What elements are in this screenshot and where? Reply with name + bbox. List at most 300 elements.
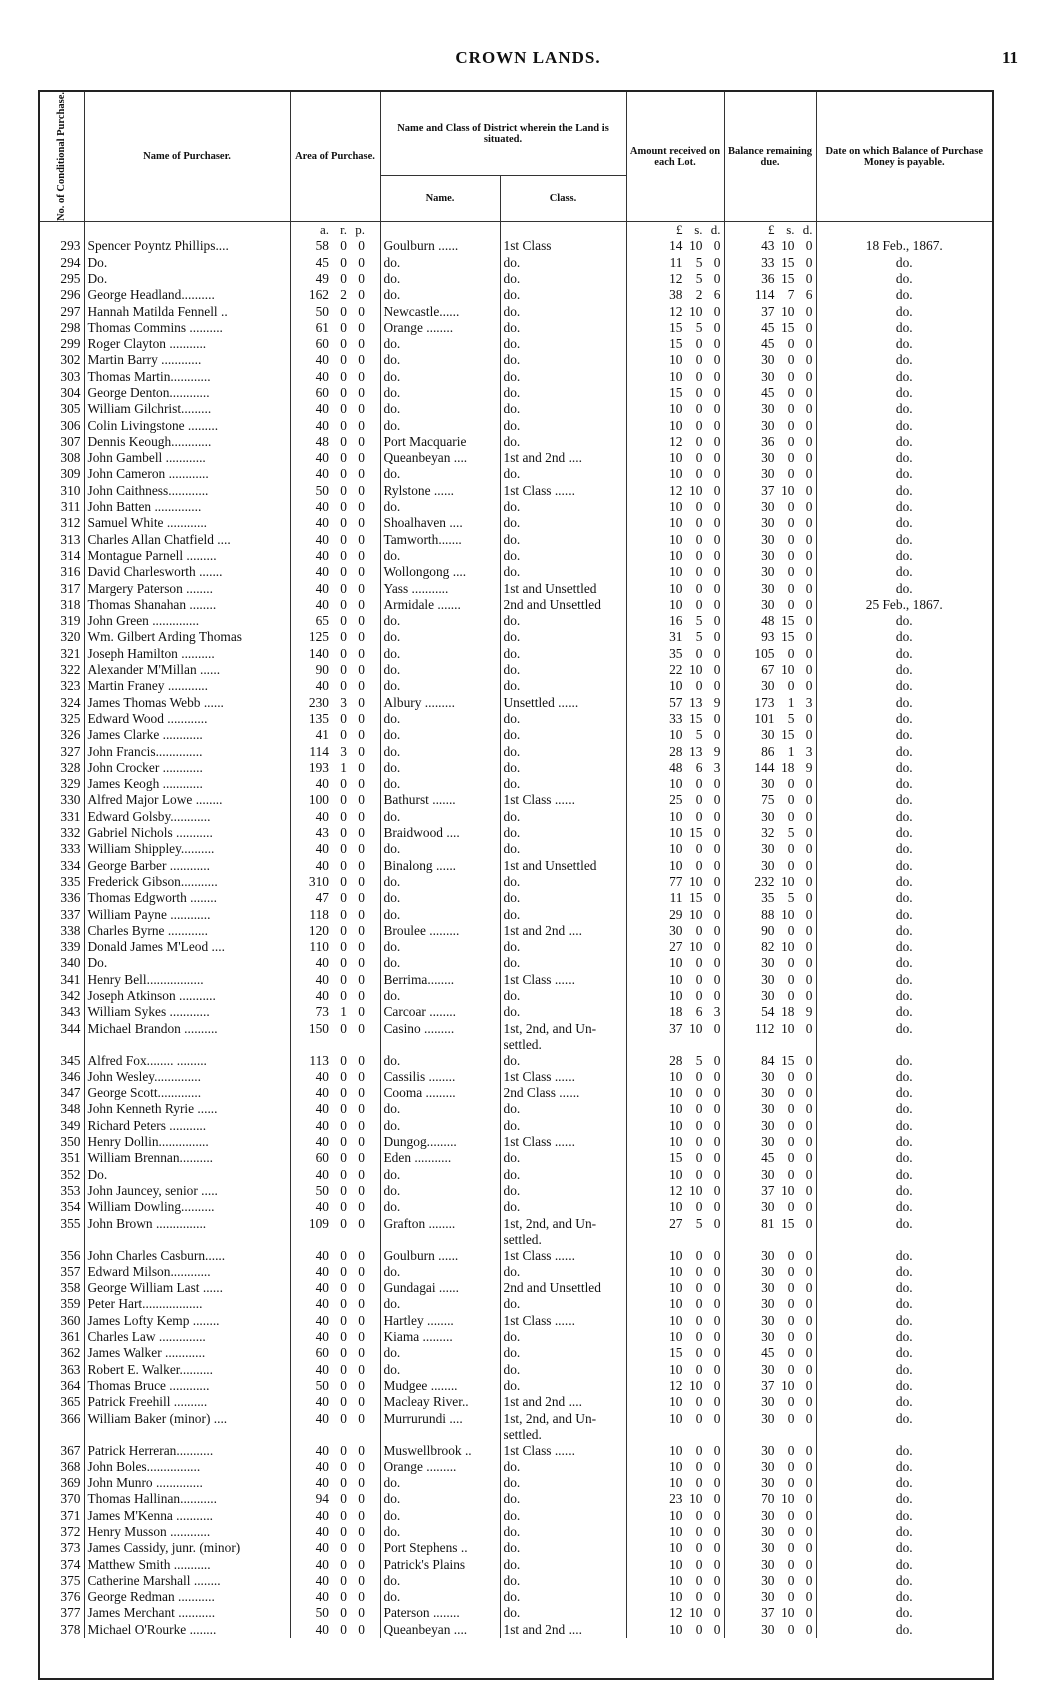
purchase-number: 347 [40,1085,84,1101]
district-class: do. [500,711,626,727]
amount-received: 10 0 0 [626,1475,724,1491]
district-class: 1st, 2nd, and Un-settled. [500,1216,626,1248]
district-class: do. [500,1053,626,1069]
date-payable: do. [895,1150,913,1166]
district-name: do. [380,369,500,385]
area-of-purchase: 73 1 0 [290,1004,380,1020]
purchase-number: 320 [40,629,84,645]
balance-due: 45 0 0 [724,336,816,352]
balance-due: 30 0 0 [724,401,816,417]
area-of-purchase: 40 0 0 [290,532,380,548]
balance-due: 33 15 0 [724,255,816,271]
date-payable: do. [895,694,913,710]
district-class: do. [500,939,626,955]
area-of-purchase: 40 0 0 [290,401,380,417]
amount-received: 10 0 0 [626,1524,724,1540]
purchase-number: 329 [40,776,84,792]
date-payable: do. [895,433,913,449]
district-class: do. [500,629,626,645]
district-name: do. [380,646,500,662]
balance-due: 30 0 0 [724,1085,816,1101]
district-name: do. [380,1101,500,1117]
balance-due: 30 0 0 [724,515,816,531]
district-class: do. [500,1296,626,1312]
table-row [40,450,992,466]
area-of-purchase: 47 0 0 [290,890,380,906]
amount-received: 12 10 0 [626,1605,724,1621]
amount-received: 12 10 0 [626,304,724,320]
amount-received: 10 0 0 [626,1167,724,1183]
purchaser-name: John Cameron ............ [84,466,290,482]
balance-due: 37 10 0 [724,1378,816,1394]
balance-due: 30 0 0 [724,1101,816,1117]
table-row [40,1085,992,1101]
amount-received: 10 0 0 [626,841,724,857]
purchaser-name: William Shippley.......... [84,841,290,857]
purchaser-name: Charles Law .............. [84,1329,290,1345]
district-class: 1st and 2nd .... [500,1394,626,1410]
table-row [40,1508,992,1524]
area-of-purchase: 60 0 0 [290,1150,380,1166]
purchaser-name: John Brown ............... [84,1216,290,1248]
district-name: do. [380,776,500,792]
purchase-number: 334 [40,858,84,874]
district-class: do. [500,466,626,482]
district-name: do. [380,1118,500,1134]
area-of-purchase: 45 0 0 [290,255,380,271]
district-class: do. [500,434,626,450]
table-row [40,744,992,760]
purchaser-name: Catherine Marshall ........ [84,1573,290,1589]
balance-due: 37 10 0 [724,483,816,499]
area-of-purchase: 40 0 0 [290,1069,380,1085]
table-row [40,1540,992,1556]
balance-due: 30 0 0 [724,1443,816,1459]
area-of-purchase: 60 0 0 [290,385,380,401]
area-of-purchase: 40 0 0 [290,466,380,482]
balance-due: 173 1 3 [724,695,816,711]
date-payable: do. [895,1442,913,1458]
table-row [40,1459,992,1475]
amount-received: 10 0 0 [626,955,724,971]
table-row [40,923,992,939]
district-class: do. [500,809,626,825]
date-payable: do. [895,368,913,384]
table-row [40,1101,992,1117]
balance-due: 112 10 0 [724,1021,816,1053]
purchaser-name: James Merchant ........... [84,1605,290,1621]
area-of-purchase: 40 0 0 [290,1362,380,1378]
district-class: do. [500,613,626,629]
date-payable: do. [895,1589,913,1605]
balance-due: 45 0 0 [724,1345,816,1361]
area-of-purchase: 60 0 0 [290,1345,380,1361]
purchase-number: 332 [40,825,84,841]
amount-received: 12 10 0 [626,1183,724,1199]
area-of-purchase: 40 0 0 [290,1134,380,1150]
district-class: do. [500,548,626,564]
amount-received: 28 13 9 [626,744,724,760]
table-row [40,597,992,613]
district-class: do. [500,401,626,417]
date-payable: do. [895,1134,913,1150]
purchase-number: 317 [40,581,84,597]
amount-received: 48 6 3 [626,760,724,776]
district-name: Dungog......... [380,1134,500,1150]
table-row [40,1491,992,1507]
district-name: do. [380,1183,500,1199]
balance-due: 54 18 9 [724,1004,816,1020]
district-name: Kiama ......... [380,1329,500,1345]
district-name: do. [380,613,500,629]
district-class: do. [500,1150,626,1166]
balance-due: 30 0 0 [724,988,816,1004]
date-payable: do. [895,466,913,482]
district-class: do. [500,385,626,401]
purchase-number: 312 [40,515,84,531]
area-of-purchase: 50 0 0 [290,1378,380,1394]
amount-received: 10 0 0 [626,1280,724,1296]
amount-received: 10 0 0 [626,1573,724,1589]
table-row [40,255,992,271]
purchase-number: 366 [40,1411,84,1443]
amount-received: 10 0 0 [626,1443,724,1459]
date-payable: do. [895,939,913,955]
table-row [40,629,992,645]
amount-received: 10 0 0 [626,1134,724,1150]
area-of-purchase: 40 0 0 [290,1524,380,1540]
amount-received: 12 10 0 [626,1378,724,1394]
area-of-purchase: 40 0 0 [290,1443,380,1459]
date-payable: do. [895,1247,913,1263]
purchaser-name: Do. [84,955,290,971]
area-of-purchase: 61 0 0 [290,320,380,336]
district-name: Carcoar ........ [380,1004,500,1020]
district-name: do. [380,1199,500,1215]
purchase-number: 359 [40,1296,84,1312]
purchaser-name: Donald James M'Leod .... [84,939,290,955]
purchaser-name: William Sykes ............ [84,1004,290,1020]
area-of-purchase: 40 0 0 [290,841,380,857]
table-row [40,1199,992,1215]
table-row [40,1216,992,1248]
district-name: do. [380,874,500,890]
area-of-purchase: 40 0 0 [290,515,380,531]
balance-due: 45 15 0 [724,320,816,336]
purchaser-name: Richard Peters ........... [84,1118,290,1134]
date-payable: do. [895,1345,913,1361]
district-name: Grafton ........ [380,1216,500,1248]
table-row [40,287,992,303]
table-row [40,678,992,694]
purchase-number: 368 [40,1459,84,1475]
amount-received: 10 0 0 [626,564,724,580]
balance-due: 30 0 0 [724,1540,816,1556]
purchaser-name: James Thomas Webb ...... [84,695,290,711]
purchase-number: 338 [40,923,84,939]
table-row [40,1605,992,1621]
purchaser-name: James Walker ............ [84,1345,290,1361]
table-row [40,907,992,923]
purchaser-name: Alexander M'Millan ...... [84,662,290,678]
amount-received: 10 0 0 [626,1508,724,1524]
purchaser-name: John Gambell ............ [84,450,290,466]
area-of-purchase: 40 0 0 [290,1296,380,1312]
purchase-number: 360 [40,1313,84,1329]
purchaser-name: Henry Dollin............... [84,1134,290,1150]
amount-received: 10 0 0 [626,401,724,417]
purchaser-name: John Kenneth Ryrie ...... [84,1101,290,1117]
table-row [40,1329,992,1345]
amount-received: 15 5 0 [626,320,724,336]
balance-due: 48 15 0 [724,613,816,629]
area-of-purchase: 40 0 0 [290,809,380,825]
balance-due: 37 10 0 [724,1605,816,1621]
amount-received: 10 0 0 [626,1394,724,1410]
table-row [40,890,992,906]
purchaser-name: Peter Hart.................. [84,1296,290,1312]
amount-received: 10 0 0 [626,581,724,597]
table-row [40,499,992,515]
purchase-number: 311 [40,499,84,515]
district-class: do. [500,776,626,792]
date-payable: do. [895,678,913,694]
balance-due: 30 0 0 [724,1475,816,1491]
purchaser-name: Charles Allan Chatfield .... [84,532,290,548]
amount-received: 10 0 0 [626,1199,724,1215]
table-row [40,874,992,890]
amount-received: 11 5 0 [626,255,724,271]
purchase-number: 323 [40,678,84,694]
purchaser-name: John Batten .............. [84,499,290,515]
purchaser-name: George Headland.......... [84,287,290,303]
district-name: Rylstone ...... [380,483,500,499]
date-payable: do. [895,417,913,433]
district-class: do. [500,988,626,1004]
district-name: do. [380,744,500,760]
purchase-number: 327 [40,744,84,760]
date-payable: do. [895,254,913,270]
amount-received: 10 0 0 [626,858,724,874]
balance-due: 30 0 0 [724,548,816,564]
purchaser-name: John Wesley.............. [84,1069,290,1085]
amount-received: 10 0 0 [626,466,724,482]
purchase-number: 308 [40,450,84,466]
amount-received: 12 5 0 [626,271,724,287]
district-class: do. [500,1264,626,1280]
table-row [40,955,992,971]
date-payable: do. [895,710,913,726]
date-payable: do. [895,873,913,889]
amount-received: 25 0 0 [626,792,724,808]
table-row [40,841,992,857]
district-name: Orange ........ [380,320,500,336]
table-row [40,662,992,678]
date-payable: do. [895,1572,913,1588]
purchase-number: 349 [40,1118,84,1134]
purchase-number: 321 [40,646,84,662]
balance-due: 30 0 0 [724,1199,816,1215]
purchase-number: 364 [40,1378,84,1394]
balance-due: 30 0 0 [724,776,816,792]
amount-received: 10 0 0 [626,1411,724,1443]
district-class: 1st Class ...... [500,1313,626,1329]
table-row [40,988,992,1004]
purchase-number: 378 [40,1622,84,1638]
amount-received: 10 0 0 [626,532,724,548]
table-row [40,1362,992,1378]
purchase-number: 324 [40,695,84,711]
purchaser-name: George Barber ............ [84,858,290,874]
date-payable: do. [895,971,913,987]
district-name: do. [380,955,500,971]
purchase-number: 372 [40,1524,84,1540]
district-class: 1st Class ...... [500,483,626,499]
area-of-purchase: 40 0 0 [290,450,380,466]
area-of-purchase: 50 0 0 [290,304,380,320]
table-row [40,1394,992,1410]
amount-received: 18 6 3 [626,1004,724,1020]
date-payable: do. [895,1475,913,1491]
balance-due: 45 0 0 [724,385,816,401]
balance-due: 30 0 0 [724,1508,816,1524]
district-class: do. [500,744,626,760]
purchase-number: 374 [40,1557,84,1573]
district-name: Port Macquarie [380,434,500,450]
district-class: do. [500,369,626,385]
balance-due: 36 15 0 [724,271,816,287]
purchase-number: 339 [40,939,84,955]
date-payable: do. [895,1394,913,1410]
balance-due: 30 0 0 [724,1459,816,1475]
table-row [40,1524,992,1540]
amount-received: 10 0 0 [626,776,724,792]
district-name: Mudgee ........ [380,1378,500,1394]
purchaser-name: Michael Brandon .......... [84,1021,290,1053]
date-payable: do. [895,336,913,352]
amount-received: 14 10 0 [626,238,724,254]
table-row [40,613,992,629]
area-of-purchase: 193 1 0 [290,760,380,776]
purchaser-name: Thomas Martin............ [84,369,290,385]
amount-received: 15 0 0 [626,336,724,352]
area-of-purchase: 40 0 0 [290,499,380,515]
purchaser-name: Martin Barry ............ [84,352,290,368]
amount-received: 10 0 0 [626,1622,724,1638]
area-of-purchase: 49 0 0 [290,271,380,287]
purchase-number: 328 [40,760,84,776]
district-name: Goulburn ...... [380,1248,500,1264]
balance-due: 30 0 0 [724,1134,816,1150]
purchase-number: 307 [40,434,84,450]
area-of-purchase: 310 0 0 [290,874,380,890]
purchaser-name: John Jauncey, senior ..... [84,1183,290,1199]
area-of-purchase: 90 0 0 [290,662,380,678]
area-of-purchase: 40 0 0 [290,678,380,694]
district-name: Murrurundi .... [380,1411,500,1443]
balance-due: 30 0 0 [724,352,816,368]
balance-due: 70 10 0 [724,1491,816,1507]
district-class: do. [500,1540,626,1556]
district-class: do. [500,1004,626,1020]
date-payable: do. [895,825,913,841]
table-row [40,1248,992,1264]
purchase-number: 346 [40,1069,84,1085]
area-of-purchase: 40 0 0 [290,1280,380,1296]
amount-received: 15 0 0 [626,1345,724,1361]
district-class: 1st and Unsettled [500,581,626,597]
table-row [40,1150,992,1166]
purchaser-name: Do. [84,255,290,271]
date-payable: do. [895,1280,913,1296]
purchaser-name: Thomas Hallinan........... [84,1491,290,1507]
balance-due: 86 1 3 [724,744,816,760]
area-of-purchase: 40 0 0 [290,1589,380,1605]
district-name: Eden ........... [380,1150,500,1166]
district-name: Casino ......... [380,1021,500,1053]
district-name: do. [380,271,500,287]
balance-due: 30 0 0 [724,564,816,580]
district-class: do. [500,352,626,368]
balance-due: 30 0 0 [724,955,816,971]
district-name: do. [380,727,500,743]
table-row [40,972,992,988]
date-payable: do. [895,1199,913,1215]
district-name: do. [380,336,500,352]
purchaser-name: John Munro .............. [84,1475,290,1491]
table-row [40,369,992,385]
balance-due: 114 7 6 [724,287,816,303]
amount-received: 10 0 0 [626,1264,724,1280]
amount-received: 10 0 0 [626,499,724,515]
date-payable: do. [895,1117,913,1133]
amount-received: 10 0 0 [626,972,724,988]
table-row [40,1622,992,1638]
purchase-number: 348 [40,1101,84,1117]
date-payable: do. [895,564,913,580]
amount-received: 10 0 0 [626,988,724,1004]
table-row [40,776,992,792]
purchaser-name: Henry Bell................. [84,972,290,988]
amount-received: 10 15 0 [626,825,724,841]
col-header-date: Date on which Balance of Purchase Money is payable. [816,92,992,222]
district-class: do. [500,1573,626,1589]
table-row [40,1475,992,1491]
crown-lands-table [40,92,992,1638]
date-payable: do. [895,1166,913,1182]
purchase-number: 294 [40,255,84,271]
balance-due: 30 15 0 [724,727,816,743]
purchase-number: 377 [40,1605,84,1621]
date-payable: do. [895,906,913,922]
area-of-purchase: 40 0 0 [290,369,380,385]
purchaser-name: Thomas Shanahan ........ [84,597,290,613]
district-name: Muswellbrook .. [380,1443,500,1459]
district-class: do. [500,1362,626,1378]
col-header-district: Name and Class of District wherein the Land is situated. [380,92,626,176]
district-class: 1st and 2nd .... [500,1622,626,1638]
date-payable: do. [895,499,913,515]
table-row [40,939,992,955]
amount-received: 28 5 0 [626,1053,724,1069]
date-payable: do. [895,385,913,400]
amount-received: 10 0 0 [626,1313,724,1329]
purchase-number: 363 [40,1362,84,1378]
district-class: do. [500,874,626,890]
page-header [0,48,1056,72]
purchaser-name: Charles Byrne ............ [84,923,290,939]
date-payable: do. [895,1004,913,1020]
